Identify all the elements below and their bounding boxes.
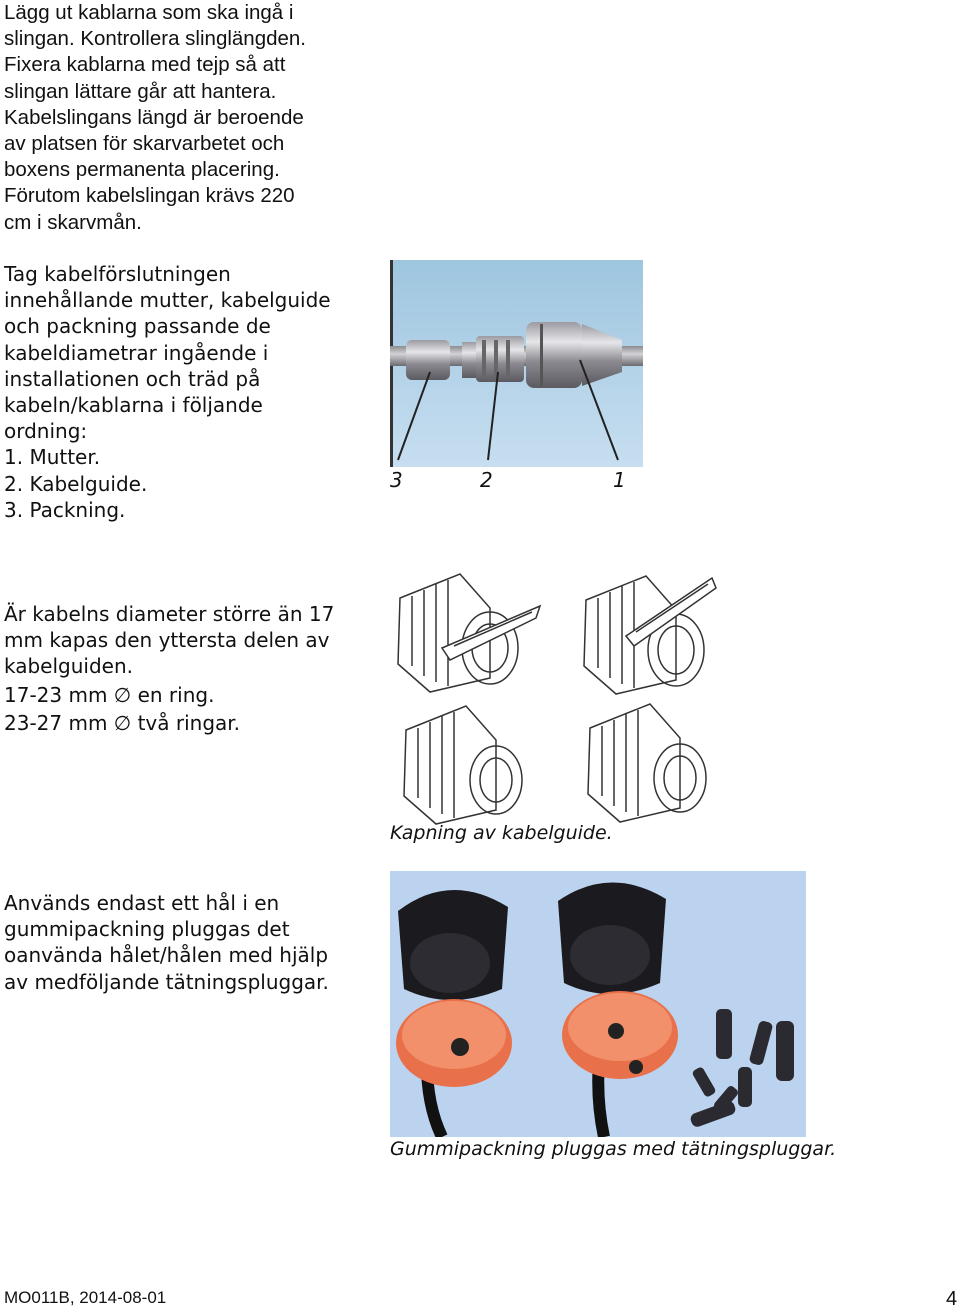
text-line: gummipackning pluggas det (4, 917, 290, 942)
text-line: innehållande mutter, kabelguide (4, 288, 331, 313)
text-line: 3. Packning. (4, 497, 126, 522)
text-line: 17-23 mm ∅ en ring. (4, 682, 215, 707)
text-line: slingan lättare går att hantera. (4, 79, 277, 103)
figure-label-mutter: 1 (613, 468, 626, 492)
text-line: cm i skarvmån. (4, 210, 142, 234)
text-line: Används endast ett hål i en (4, 891, 280, 915)
text-line: ordning: (4, 419, 88, 444)
text-line: Lägg ut kablarna som ska ingå i (4, 1, 294, 24)
text-line: och packning passande de (4, 314, 271, 339)
text-line: boxens permanenta placering. (4, 158, 280, 182)
text-line: Förutom kabelslingan krävs 220 (4, 184, 295, 208)
text-line: Kabelslingans längd är beroende (4, 105, 304, 129)
plug-paragraph (4, 890, 329, 995)
text-line: installationen och träd på (4, 366, 261, 391)
order-paragraph (4, 261, 331, 523)
cable-guide-caption: Kapning av kabelguide. (390, 822, 613, 844)
rubber-seal-caption: Gummipackning pluggas med tätningspluggar. (390, 1138, 837, 1160)
text-line: Tag kabelförslutningen (4, 262, 231, 286)
text-line: 23-27 mm ∅ två ringar. (4, 710, 241, 735)
text-line: kabelguiden. (4, 654, 134, 679)
text-line: Är kabelns diameter större än 17 (4, 602, 335, 626)
figure-label-packning: 3 (390, 468, 403, 492)
text-line: Fixera kablarna med tejp så att (4, 53, 286, 77)
cut-guide-paragraph (4, 601, 334, 736)
text-line: oanvända hålet/hålen med hjälp (4, 943, 329, 968)
cable-guide-cutting-drawing (390, 568, 730, 826)
cable-seal-parts-photo (390, 260, 643, 467)
text-line: 1. Mutter. (4, 445, 101, 470)
text-line: kabeln/kablarna i följande (4, 393, 263, 418)
text-line: mm kapas den yttersta delen av (4, 628, 330, 653)
text-line: av platsen för skarvarbetet och (4, 132, 285, 156)
text-line: 2. Kabelguide. (4, 471, 148, 496)
rubber-seal-plugs-photo (390, 871, 806, 1137)
document-id: MO011B, 2014-08-01 (4, 1288, 167, 1307)
text-line: kabeldiametrar ingående i (4, 340, 269, 365)
text-line: slingan. Kontrollera slinglängden. (4, 27, 307, 51)
text-line: av medföljande tätningspluggar. (4, 969, 329, 994)
page-number: 4 (946, 1288, 958, 1310)
intro-paragraph (4, 0, 306, 236)
figure-label-kabelguide: 2 (480, 468, 493, 492)
